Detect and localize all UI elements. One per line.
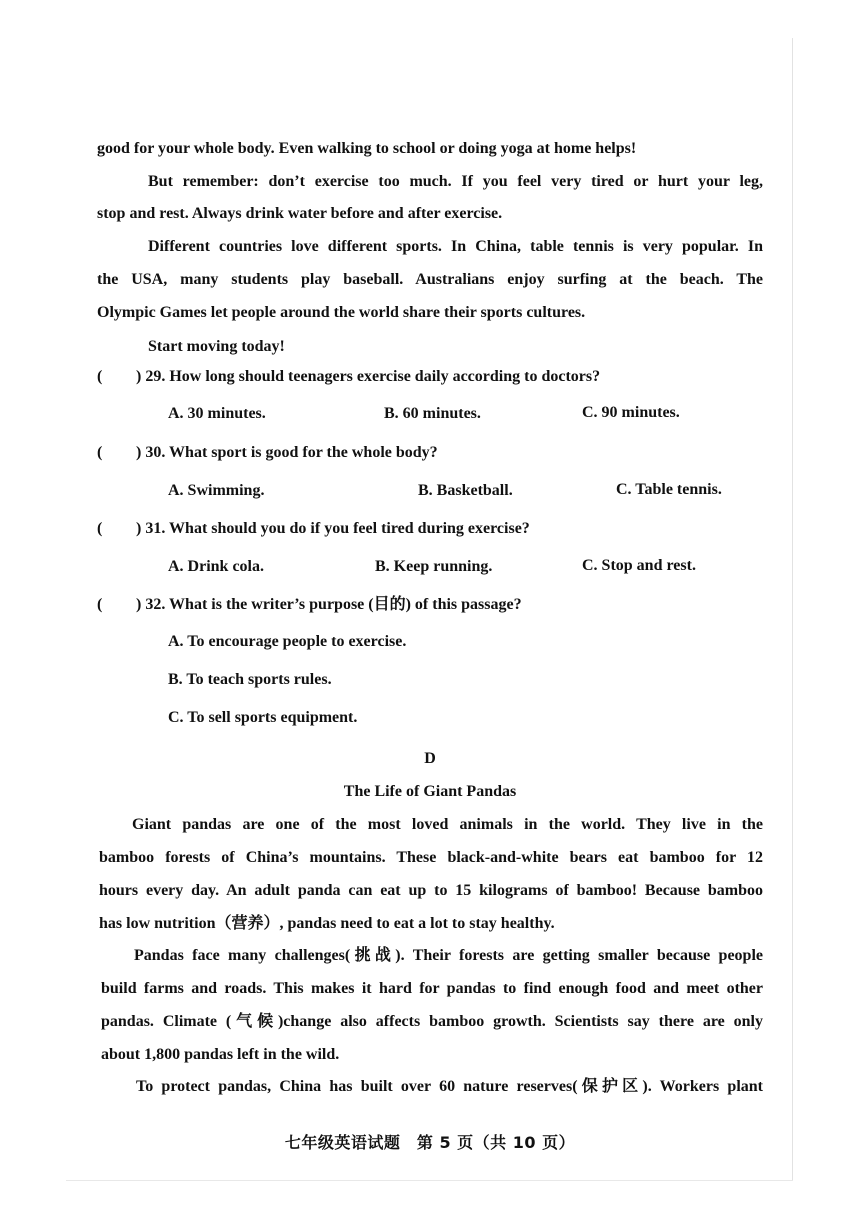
page-edge-bottom [66,1180,793,1181]
option-c: C. 90 minutes. [582,404,680,421]
passage-c-line: But remember: don’t exercise too much. If you feel very tired or hurt your leg, [148,173,763,190]
option-b: B. To teach sports rules. [168,671,332,688]
answer-blank-paren: ( [97,444,103,461]
page-footer: 七年级英语试题 第 5 页（共 10 页） [284,1133,576,1152]
passage-d-line: about 1,800 pandas left in the wild. [101,1046,340,1063]
passage-d-line: bamboo forests of China’s mountains. These black-and-white bears eat bamboo for 12 [99,849,763,866]
passage-d-line: has low nutrition（营养）, pandas need to eat a lot to stay healthy. [99,915,555,932]
option-a: A. Drink cola. [168,558,264,575]
option-a: A. 30 minutes. [168,405,266,422]
option-c: C. Table tennis. [616,481,722,498]
question-stem: ) 31. What should you do if you feel tired during exercise? [136,520,530,537]
passage-c-line: good for your whole body. Even walking to school or doing yoga at home helps! [97,140,637,157]
option-c: C. To sell sports equipment. [168,709,358,726]
passage-c-line: the USA, many students play baseball. Australians enjoy surfing at the beach. The [97,271,763,288]
option-a: A. To encourage people to exercise. [168,633,407,650]
question-stem: ) 29. How long should teenagers exercise daily according to doctors? [136,368,601,385]
option-a: A. Swimming. [168,482,265,499]
option-b: B. Basketball. [418,482,513,499]
passage-title: The Life of Giant Pandas [343,783,517,800]
passage-d-line: hours every day. An adult panda can eat up to 15 kilograms of bamboo! Because bamboo [99,882,763,899]
passage-c-line: stop and rest. Always drink water before and after exercise. [97,205,503,222]
option-c: C. Stop and rest. [582,557,696,574]
passage-d-line: build farms and roads. This makes it hard for pandas to find enough food and meet other [101,980,763,997]
passage-d-line: Pandas face many challenges(挑战). Their forests are getting smaller because people [134,947,763,964]
passage-d-line: pandas. Climate (气候)change also affects bamboo growth. Scientists say there are only [101,1013,763,1030]
page-edge-right [792,38,793,1180]
option-b: B. Keep running. [375,558,493,575]
passage-c-line: Olympic Games let people around the world share their sports cultures. [97,304,586,321]
answer-blank-paren: ( [97,368,103,385]
question-stem: ) 30. What sport is good for the whole body? [136,444,438,461]
answer-blank-paren: ( [97,520,103,537]
passage-c-line: Different countries love different sports. In China, table tennis is very popular. In [148,238,763,255]
passage-d-line: To protect pandas, China has built over 60 nature reserves(保护区). Workers plant [136,1078,763,1095]
section-letter: D [424,750,436,767]
question-stem: ) 32. What is the writer’s purpose (目的) of this passage? [136,596,522,613]
passage-d-line: Giant pandas are one of the most loved animals in the world. They live in the [132,816,763,833]
passage-c-line: Start moving today! [148,338,285,355]
answer-blank-paren: ( [97,596,103,613]
option-b: B. 60 minutes. [384,405,481,422]
